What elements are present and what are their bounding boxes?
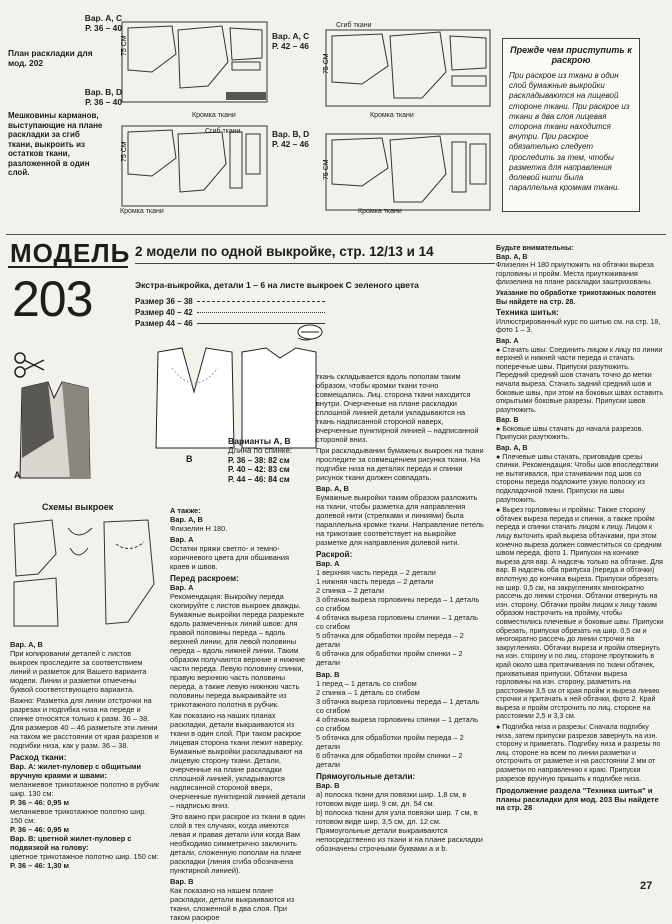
- c1-a4: меланжевое трикотажное полотно шир. 150 см:: [10, 807, 147, 825]
- c3-list-b: [316, 679, 486, 769]
- c4-p1: Флизелин Н 180 приутюжить на обтачки выреза горловины и пройм. Места приутюживания флизелина на плане раскладки заштрихованы.: [496, 261, 654, 287]
- variants-r3: Р. 44 – 46: 84 см: [228, 474, 290, 484]
- c1-a: Вар. А: жилет-пуловер с общитыми вручную краями и швами:: [10, 762, 142, 780]
- c4-h1: Будьте внимательны:: [496, 244, 574, 252]
- model-underline: [8, 266, 128, 268]
- list-item: 4 обтачка выреза горловины спинки – 1 деталь со сгибом: [316, 613, 478, 631]
- c3-r3: Прямоугольные детали выкраиваются непосредственно из ткани и на плане раскладки обозначены строчными буквами а и b.: [316, 826, 483, 853]
- c3-var-b: Вар. В: [316, 670, 340, 679]
- fold-label-2: Сгиб ткани: [336, 22, 372, 29]
- c3-h1: Вар. А, В: [316, 484, 349, 493]
- v2-sizes: Р. 36 – 40: [85, 96, 122, 107]
- c3-var-a: Вар. А: [316, 559, 340, 568]
- c1-b: Вар. В: цветной жилет-пуловер с подвязкой на голову:: [10, 834, 132, 852]
- figure-b-label: В: [186, 454, 193, 464]
- c3-list-a: [316, 568, 486, 667]
- column-2: [170, 506, 308, 924]
- c2-cut-p3: Это важно при раскрое из ткани в один слой в тех случаях, когда имеются левая и правая детали или когда Вам необходимо симметрично заключить детали, сложенную пополам на плане раскладки (линия сгиба обозначена пунктирной линией).: [170, 812, 305, 875]
- head-tie-icon: [295, 320, 325, 344]
- c4-p4: ● Боковые швы стачать до начала разрезов. Припуски разутюжить.: [496, 424, 644, 442]
- c2-p1: Флизелин Н 180.: [170, 524, 228, 533]
- c3-rect-var: Вар. В: [316, 781, 340, 790]
- c1-heading: Вар. А, В: [10, 640, 43, 649]
- column-1: [10, 640, 160, 870]
- c1-p1: При копировании деталей с листов выкроек проследите за соответствием линий и разметок для Вашего варианта модели. Линии и разметки отмечены буквой соответствующего варианта.: [10, 649, 147, 694]
- c2-cut-v: Вар. А: [170, 583, 194, 592]
- size-36-38: Размер 36 – 38: [135, 296, 325, 307]
- c4-h2: Указание по обработке трикотажных полотен Вы найдете на стр. 28.: [496, 288, 656, 306]
- top-divider: [6, 234, 666, 235]
- size-40-42: Размер 40 – 42: [135, 307, 325, 318]
- variants-length: Длина по спинке:: [228, 446, 293, 455]
- list-item: 2 спинка – 2 детали: [316, 586, 384, 595]
- list-item: 3 обтачка выреза горловины переда – 1 деталь со сгибом: [316, 697, 480, 715]
- c2-cut-p4: Как показано на нашем плане раскладки, детали выкраиваются из ткани, сложенной в два слоя. При таком раскрое: [170, 886, 295, 922]
- variants-title: Варианты А, В: [228, 436, 291, 446]
- c4-v2: Вар. В: [496, 416, 519, 425]
- v1-label: Вар. А, С: [84, 13, 122, 23]
- c2-cut-v2: Вар. В: [170, 877, 194, 886]
- pattern-schemes: [8, 514, 164, 634]
- c3-p3: Бумажные выкройки таким образом разложить на ткани, чтобы разметка для направления долевой нити (стрелками и линиями) была параллельна кромке ткани. Направление петель на трикотаже соответствует на выкройке разметке для направления долевой нити.: [316, 493, 484, 547]
- svg-text:75 СМ: 75 СМ: [121, 35, 128, 56]
- c1-a3: Р. 36 – 46: 0,95 м: [10, 798, 70, 807]
- model-number: 203: [12, 271, 93, 327]
- c4-p3: ● Стачать швы: Соединить лицом к лицу по линии верхней и нижней части переда и стачать поперечные швы. Припуски разутюжить. Передний средний шов стачать точно до метки начала выреза. Стачать задний средний шов и боковые швы, при этом на боковых швах оставить открытыми боковые разрезы. Припуски швов разутюжить.: [496, 345, 664, 414]
- c2-p2: Остатки пряжи светло- и темно-коричневого цвета для обшивания краев и швов.: [170, 544, 290, 571]
- list-item: 3 обтачка выреза горловины переда – 1 деталь со сгибом: [316, 595, 480, 613]
- layout-mid-text-1: [272, 32, 322, 51]
- variants-r2: Р. 40 – 42: 83 см: [228, 465, 290, 475]
- variants-box: [228, 436, 318, 484]
- v2-label: Вар. B, D: [84, 87, 122, 97]
- v1-sizes: Р. 36 – 40: [85, 22, 122, 33]
- list-item: 4 обтачка выреза горловины спинки – 1 деталь со сгибом: [316, 715, 478, 733]
- selvage-label-2: Кромка ткани: [120, 208, 164, 215]
- list-item: 5 обтачка для обработки пройм переда – 2 детали: [316, 631, 464, 649]
- c3-r2: b) полоска ткани для узла повязки шир. 7 см, в готовом виде шир. 3,5 см, дл. 12 см.: [316, 808, 478, 826]
- c4-p5: ● Плечевые швы стачать, приговадив срезы спинки. Рекомендация: Чтобы шов впоследствии не вытягивался, при стачивании под шов со стороны переда подложите узкую полоску из подкладочной ткани. Припуски на швы разутюжить.: [496, 452, 659, 504]
- selvage-label-3: Кромка ткани: [370, 112, 414, 119]
- figure-a-label: А: [14, 470, 21, 480]
- svg-text:75 СМ: 75 СМ: [323, 53, 330, 74]
- variants-r1: Р. 36 – 38: 82 см: [228, 455, 290, 465]
- selvage-label-1: Кромка ткани: [192, 112, 236, 119]
- c1-b2: цветное трикотажное полотно шир. 150 см:: [10, 852, 159, 861]
- column-3: [316, 372, 486, 853]
- tip-box: [502, 38, 640, 212]
- c4-p2: Иллюстрированный курс по шитью см. на стр. 18, фото 1 – 3.: [496, 317, 661, 335]
- list-item: 1 нижняя часть переда – 2 детали: [316, 577, 434, 586]
- tip-body: При раскрое из ткани в один слой бумажные выкройки раскладываются на лицевой стороне ткани. При раскрое из ткани в два слоя лицевая сторона ткани находится внутри. При раскрое обязательно следует проследить за тем, чтобы разметка для направления долевой нити была параллельна кромкам ткани.: [509, 71, 630, 193]
- model-headline: 2 модели по одной выкройке, стр. 12/13 и 14: [135, 244, 434, 259]
- c1-p2: Важно: Разметка для линии отстрочки на разрезах и подгибка низа на переде и спинке относятся только к разм. 36 – 38. Для размеров 40 – 46 разметьте эти линии на таком же расстоянии от края разрезов и подгибки низа, как у разм. 36 – 38.: [10, 696, 159, 750]
- column-4: [496, 244, 664, 813]
- c1-fabric-heading: Расход ткани:: [10, 753, 67, 762]
- list-item: 1 перед – 1 деталь со сгибом: [316, 679, 417, 688]
- model-sub: Экстра-выкройка, детали 1 – 6 на листе выкроек С зеленого цвета: [135, 280, 419, 290]
- pocket-note: Мешковины карманов, выступающие на плане раскладки за сгиб ткани, выкроить из остатков ткани, разложенной в один слой.: [8, 111, 103, 177]
- layout-mid-text-2: [272, 130, 322, 149]
- headline-line: [135, 263, 495, 264]
- c3-cut-heading: Раскрой:: [316, 550, 353, 559]
- c1-a5: Р. 36 – 46: 0,95 м: [10, 825, 70, 834]
- c2-cut-heading: Перед раскроем:: [170, 574, 239, 583]
- mid-v2-sizes: Р. 42 – 46: [272, 138, 309, 149]
- list-item: 5 обтачка для обработки пройм переда – 2 детали: [316, 733, 464, 751]
- layout-left-text: [8, 14, 128, 178]
- c4-v3: Вар. А, В: [496, 444, 528, 453]
- c1-b3: Р. 36 – 46: 1,30 м: [10, 861, 70, 870]
- svg-text:75 СМ: 75 СМ: [121, 141, 128, 162]
- c3-p2: При раскладывании бумажных выкроек на ткани проследите за совмещением рисунка ткани. На подгибке низа на деталях переда и спинки рисунок ткани должен совпадать.: [316, 446, 484, 482]
- c4-h1b: Вар. А, В: [496, 252, 528, 261]
- c2-h2: Вар. А, В: [170, 515, 203, 524]
- list-item: 6 обтачка для обработки пройм спинки – 2 детали: [316, 649, 463, 667]
- scissors-icon: [15, 353, 44, 377]
- c2-cut-p: Рекомендация: Выкройку переда скопируйте с листов выкроек дважды. Бумажные выкройки переда разрежьте вдоль размеченных линий швов: для правой половины переда – вдоль верхней линии, для левой половины переда – вдоль нижней линии. Таким образом получаются верхние и нижние части переда. Левую половину спинки, правую верхнюю часть половины переда, а также левую нижнюю часть половины переда выкраивайте из трикотажного полотна в рубчик.: [170, 592, 306, 709]
- page-number: 27: [640, 880, 653, 892]
- list-item: 1 верхняя часть переда – 2 детали: [316, 568, 436, 577]
- mid-v1-label: Вар. А, С: [272, 31, 310, 41]
- layout-caption: План раскладки для мод. 202: [8, 48, 93, 68]
- c4-p6: ● Вырез горловины и проймы: Также сторону обтачек выреза переда и спинки, а также пройм переда и спинки стачать лицом к лицу. Лицом к лицу выточить край выреза обтачками, при этом конечно выреза должен совместиться со средним швом переда, фото 1. Припуски на кончике выреза для вар. А надсечь только на обтачке. Для вар. В надсечь оба припуска (переда и обтачки) вплотную до кончика выреза. Припуски обрезать на шир. 0,5 см, на закруглениях многократно рассечь до линии строчки. Обтачки отвернуть на изн. сторону. Обтачки пройм лицом к лицу таким образом настрочить на пройму, чтобы совместились плечевые и боковые швы. Припуски обрезать, припуски обрезать на шир. 0,5 см и многократно рассечь до линии строчки на закруглениях. Обтачки выреза и пройм отвернуть на изн. сторону и по лиц. стороне проутюжить в край около шва притачивания по ткани обтачек, прихватывая припуски. Обтачки выреза горловины на изн. сторону, разметить на расстоянии 3,5 см от края пройм и выреза линию строчки и притачать к ней обтачки, фото 2. Край выреза и пройм отстрочить по лиц. стороне на расстоянии 2,5 и 3,3 см.: [496, 506, 664, 721]
- list-item: 2 спинка – 1 деталь со сгибом: [316, 688, 420, 697]
- c3-r1: а) полоска ткани для повязки шир. 1,8 см, в готовом виде шир. 9 см, дл. 54 см.: [316, 790, 467, 808]
- tip-title: Прежде чем приступить к раскрою: [510, 45, 632, 65]
- model-word: МОДЕЛЬ: [10, 238, 131, 268]
- svg-text:75 СМ: 75 СМ: [323, 159, 330, 180]
- c3-p1: ткань складывается вдоль пополам таким образом, чтобы кромки ткани точно совмещались. Лиц. сторона ткани находится внутри. Очерченные на плане раскладки сплошной линией детали укладываются на ткань надписанной стороной наверх, очерченные пунктирной линией – надписанной стороной вниз.: [316, 372, 479, 444]
- c4-p7: ● Подгибка низа и разрезы: Сначала подгибку низа, затем припуски разрезов завернуть на изн. сторону и приметать. Подгибку низа и разрезы по лиц. стороне на всем по линии разметки и отстрочить от разметке и на расстоянии 2 мм от разметки по направлению к краю. Припуски разрезов вручную пришить к подгибке низа.: [496, 723, 661, 783]
- list-item: 6 обтачка для обработки пройм спинки – 2 детали: [316, 751, 463, 769]
- c2-h3: Вар. А: [170, 535, 194, 544]
- fold-label-1: Сгиб ткани: [205, 128, 241, 135]
- c2-heading: А также:: [170, 506, 201, 515]
- size-44-46: Размер 44 – 46: [135, 318, 325, 329]
- c4-footer: Продолжение раздела "Техника шитья" и планы раскладки для мод. 203 Вы найдете на стр. 28: [496, 786, 659, 813]
- c1-a2: меланжевое трикотажное полотно в рубчик шир. 130 см:: [10, 780, 160, 798]
- c2-cut-p2: Как показано на наших планах раскладки, детали выкраиваются из ткани в один слой. При таком раскрое лицевая сторона ткани лежит наверху. Бумажные выкройки раскладывают на лицевую сторону ткани. Детали, очерченные на плане раскладки сплошной линией, укладываются надписанной стороной вверх, очерченные пунктирной линией детали – надписью вниз.: [170, 711, 306, 810]
- c3-rect-heading: Прямоугольные детали:: [316, 772, 416, 781]
- c4-v1: Вар. А: [496, 336, 519, 345]
- mid-v2-label: Вар. B, D: [272, 129, 310, 139]
- schemes-title: Схемы выкроек: [42, 502, 114, 512]
- selvage-label-4: Кромка ткани: [358, 208, 402, 215]
- mid-v1-sizes: Р. 42 – 46: [272, 40, 309, 51]
- c4-h3: Техника шитья:: [496, 308, 559, 318]
